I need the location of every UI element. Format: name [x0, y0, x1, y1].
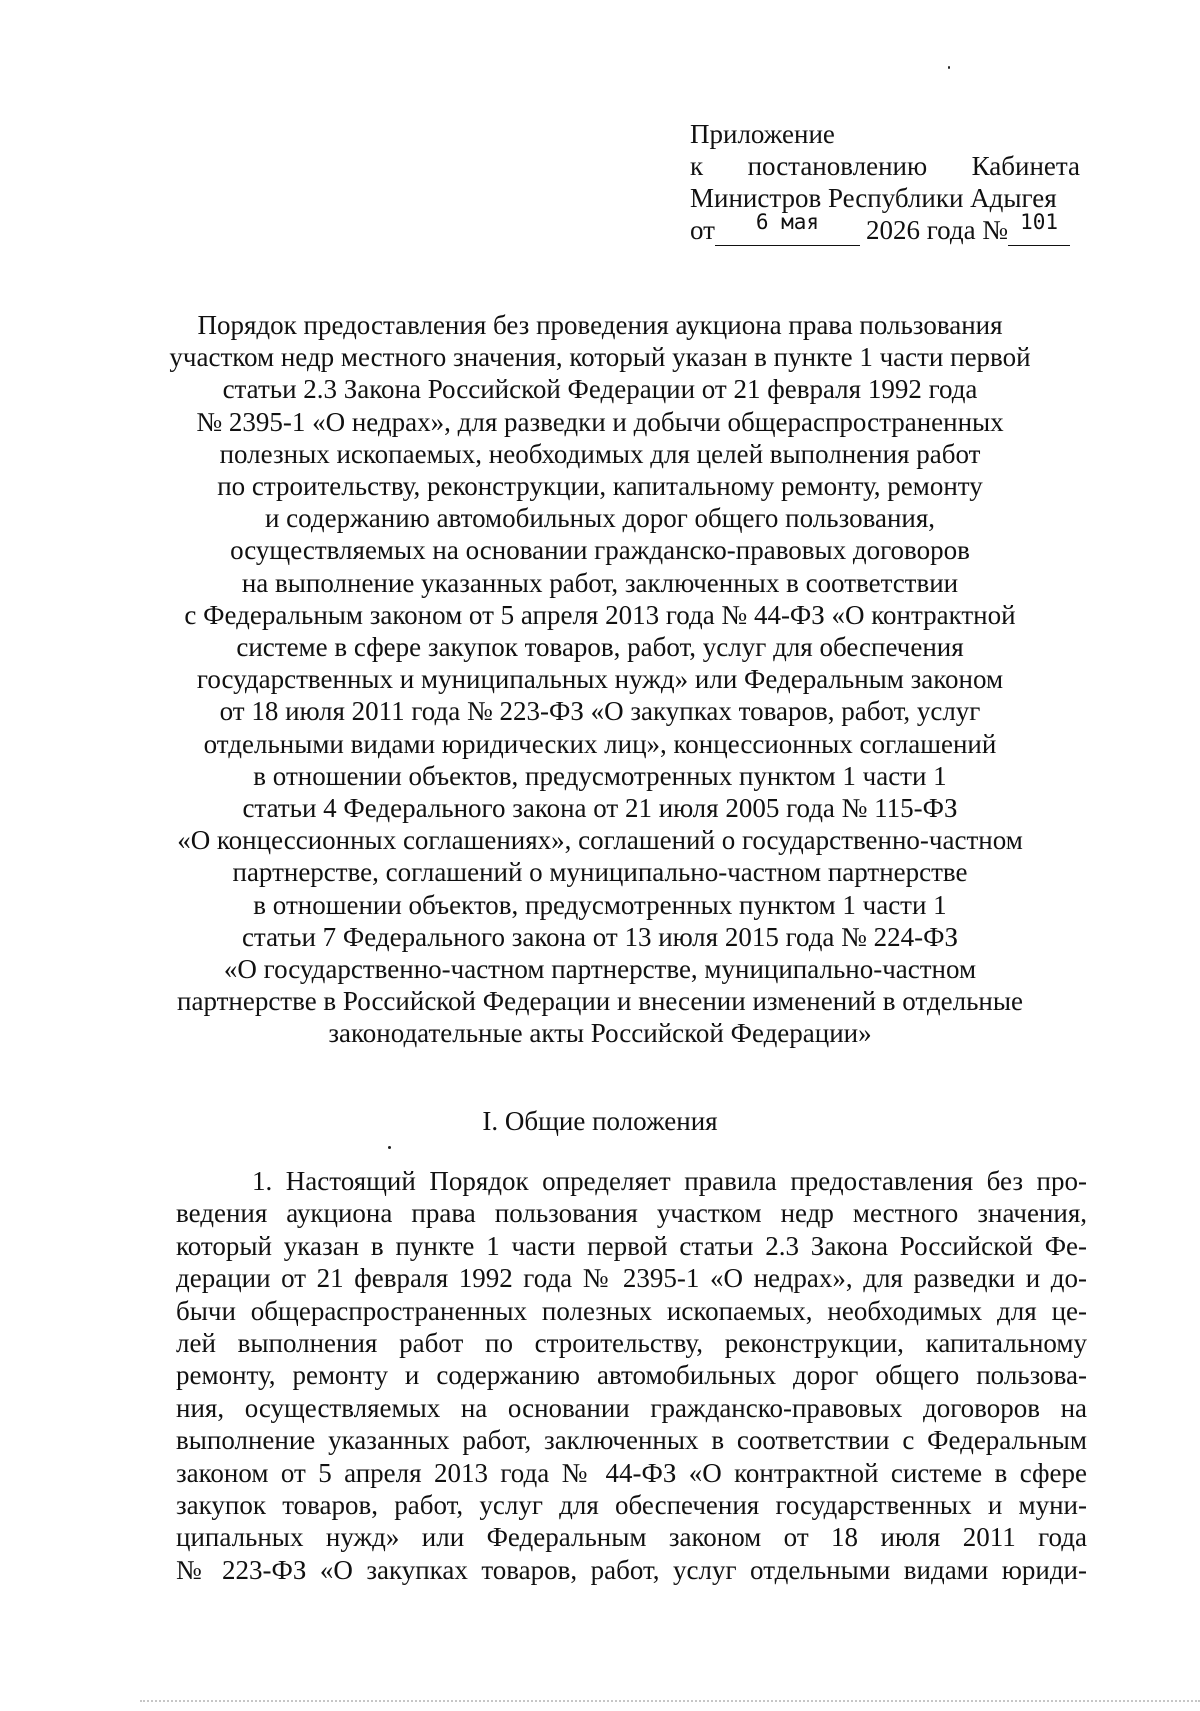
paragraph-1	[176, 1165, 1087, 1586]
annex-word-cabinet: Кабинета	[971, 151, 1080, 181]
document-title	[150, 309, 1050, 1050]
title-line: на выполнение указанных работ, заключенных в соответствии	[241, 567, 959, 598]
date-field	[715, 210, 860, 246]
title-line: партнерстве в Российской Федерации и внесении изменений в отдельные	[177, 986, 1023, 1017]
title-line: № 2395-1 «О недрах», для разведки и добычи общераспространенных	[196, 406, 1004, 437]
paragraph-line: ния, осуществляемых на основании гражданско-правовых договоров на	[176, 1392, 1087, 1423]
paragraph-line: бычи общераспространенных полезных ископаемых, необходимых для це-	[176, 1295, 1087, 1326]
paragraph-line: законом от 5 апреля 2013 года № 44-ФЗ «О контрактной системе в сфере	[176, 1457, 1087, 1488]
annex-header	[690, 118, 1080, 246]
title-line: осуществляемых на основании гражданско-правовых договоров	[230, 535, 970, 566]
title-line: государственных и муниципальных нужд» или Федеральным законом	[196, 664, 1004, 695]
title-line: «О государственно-частном партнерстве, муниципально-частном	[223, 954, 977, 985]
annex-reference-line	[690, 150, 1080, 182]
title-line: отдельными видами юридических лиц», концессионных соглашений	[203, 728, 997, 759]
paragraph-line: 1. Настоящий Порядок определяет правила предоставления без про-	[252, 1166, 1087, 1196]
number-field	[1008, 210, 1070, 246]
title-line: статьи 2.3 Закона Российской Федерации от 21 февраля 1992 года	[222, 374, 978, 405]
title-line: статьи 4 Федерального закона от 21 июля 2005 года № 115-ФЗ	[242, 793, 958, 824]
title-line: участком недр местного значения, который указан в пункте 1 части первой	[169, 342, 1031, 373]
paragraph-line: ципальных нужд» или Федеральным законом от 18 июля 2011 года	[176, 1522, 1087, 1553]
title-line: «О концессионных соглашениях», соглашений о государственно-частном	[177, 825, 1023, 856]
paragraph-line: который указан в пункте 1 части первой статьи 2.3 Закона Российской Фе-	[176, 1230, 1087, 1261]
year-text: 2026 года №	[865, 215, 1009, 245]
paragraph-line: ремонту, ремонту и содержанию автомобильных дорог общего пользова-	[176, 1360, 1087, 1391]
title-line: законодательные акты Российской Федерации»	[328, 1018, 872, 1049]
number-value: 101	[1020, 210, 1059, 234]
paragraph-line: закупок товаров, работ, услуг для обеспечения государственных и муни-	[176, 1490, 1087, 1521]
title-line: по строительству, реконструкции, капитальному ремонту, ремонту	[217, 471, 983, 502]
title-line: в отношении объектов, предусмотренных пунктом 1 части 1	[253, 889, 947, 920]
paragraph-line: лей выполнения работ по строительству, реконструкции, капитальному	[176, 1328, 1087, 1359]
annex-date-line	[690, 210, 1080, 246]
title-line: с Федеральным законом от 5 апреля 2013 года № 44-ФЗ «О контрактной	[184, 599, 1016, 630]
annex-word-k: к	[690, 151, 704, 181]
title-line: в отношении объектов, предусмотренных пунктом 1 части 1	[253, 760, 947, 791]
paragraph-line: ведения аукциона права пользования участком недр местного значения,	[176, 1198, 1087, 1229]
scan-speck	[388, 1146, 391, 1149]
paragraph-line: выполнение указанных работ, заключенных в соответствии с Федеральным	[176, 1425, 1087, 1456]
scan-speck	[948, 66, 950, 69]
title-line: системе в сфере закупок товаров, работ, услуг для обеспечения	[236, 632, 964, 663]
annex-word-resolution: постановлению	[747, 151, 928, 181]
annex-ministers-line: Министров Республики Адыгея	[690, 183, 1057, 213]
annex-label: Приложение	[690, 119, 835, 149]
scan-edge-noise	[140, 1700, 1200, 1706]
paragraph-line: № 223-ФЗ «О закупках товаров, работ, услуг отдельными видами юриди-	[176, 1554, 1087, 1585]
title-line: от 18 июля 2011 года № 223-ФЗ «О закупках товаров, работ, услуг	[219, 696, 981, 727]
date-value: 6 мая	[755, 210, 820, 234]
section-heading: I. Общие положения	[482, 1106, 718, 1136]
title-line: и содержанию автомобильных дорог общего пользования,	[264, 503, 936, 534]
title-line: Порядок предоставления без проведения аукциона права пользования	[197, 310, 1003, 340]
paragraph-line: дерации от 21 февраля 1992 года № 2395-1 «О недрах», для разведки и до-	[176, 1263, 1087, 1294]
title-line: полезных ископаемых, необходимых для целей выполнения работ	[219, 438, 981, 469]
date-prefix: от	[690, 215, 715, 245]
title-line: партнерстве, соглашений о муниципально-частном партнерстве	[232, 857, 968, 888]
title-line: статьи 7 Федерального закона от 13 июля 2015 года № 224-ФЗ	[241, 921, 959, 952]
